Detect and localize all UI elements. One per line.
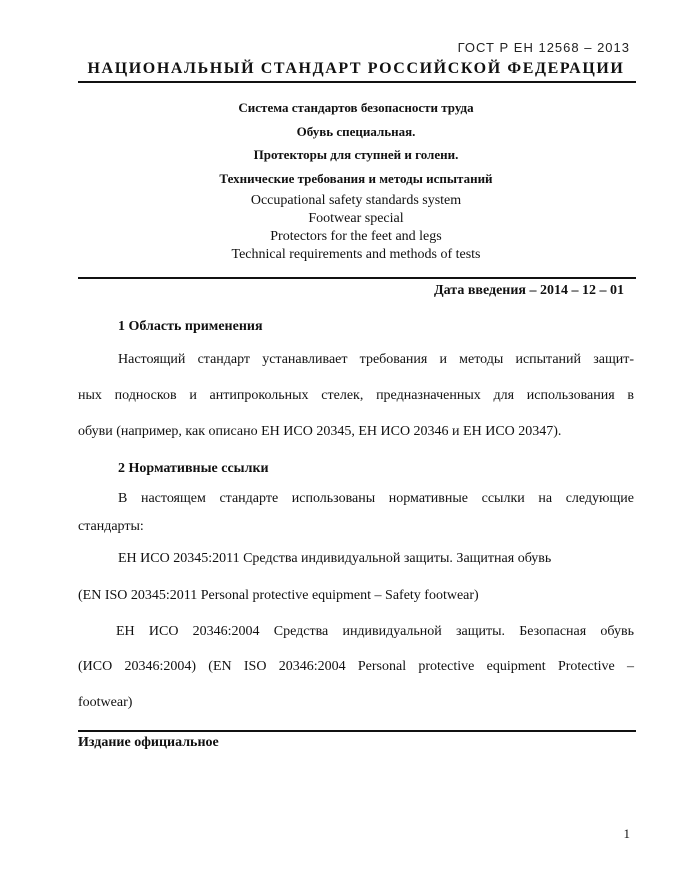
title-en-line: Occupational safety standards system xyxy=(250,193,462,208)
reference-2-line: ЕН ИСО 20346:2004 Средства индивидуальной защиты. Безопасная обувь xyxy=(116,624,634,639)
reference-2-line: (ИСО 20346:2004) (EN ISO 20346:2004 Personal protective equipment Protective – xyxy=(78,659,634,674)
title-en-line: Technical requirements and methods of tests xyxy=(231,247,481,262)
title-ru-line: Протекторы для ступней и голени. xyxy=(253,147,459,162)
reference-1-line: (EN ISO 20345:2011 Personal protective equipment – Safety footwear) xyxy=(78,588,479,603)
section-2-intro-line: В настоящем стандарте использованы нормативные ссылки на следующие xyxy=(118,491,634,506)
top-rule xyxy=(78,81,636,83)
section-2-heading: 2 Нормативные ссылки xyxy=(118,461,269,476)
standard-number: ГОСТ Р ЕН 12568 – 2013 xyxy=(457,40,630,55)
section-1-line: Настоящий стандарт устанавливает требования и методы испытаний защит- xyxy=(118,352,634,367)
title-en-line: Protectors for the feet and legs xyxy=(270,229,442,244)
reference-1-line: ЕН ИСО 20345:2011 Средства индивидуальной защиты. Защитная обувь xyxy=(118,551,552,566)
section-2-intro-line: стандарты: xyxy=(78,519,144,534)
section-1-line: ных подносков и антипрокольных стелек, предназначенных для использования в xyxy=(78,388,634,403)
section-1-heading: 1 Область применения xyxy=(118,319,263,334)
reference-2-line: footwear) xyxy=(78,695,133,710)
introduction-date: Дата введения – 2014 – 12 – 01 xyxy=(434,283,624,298)
page-number: 1 xyxy=(623,826,630,841)
title-ru-line: Технические требования и методы испытаний xyxy=(219,170,493,186)
titles-russian xyxy=(78,96,634,190)
title-en-line: Footwear special xyxy=(308,211,404,226)
title-ru-line: Обувь специальная. xyxy=(296,123,416,139)
section-1-line: обуви (например, как описано ЕН ИСО 20345, ЕН ИСО 20346 и ЕН ИСО 20347). xyxy=(78,424,562,439)
official-edition-label: Издание официальное xyxy=(78,735,219,750)
national-standard-heading: НАЦИОНАЛЬНЫЙ СТАНДАРТ РОССИЙСКОЙ ФЕДЕРАЦИИ xyxy=(87,60,625,77)
titles-english xyxy=(78,192,634,264)
middle-rule xyxy=(78,277,636,279)
title-ru-line: Система стандартов безопасности труда xyxy=(238,100,474,115)
bottom-rule xyxy=(78,730,636,732)
